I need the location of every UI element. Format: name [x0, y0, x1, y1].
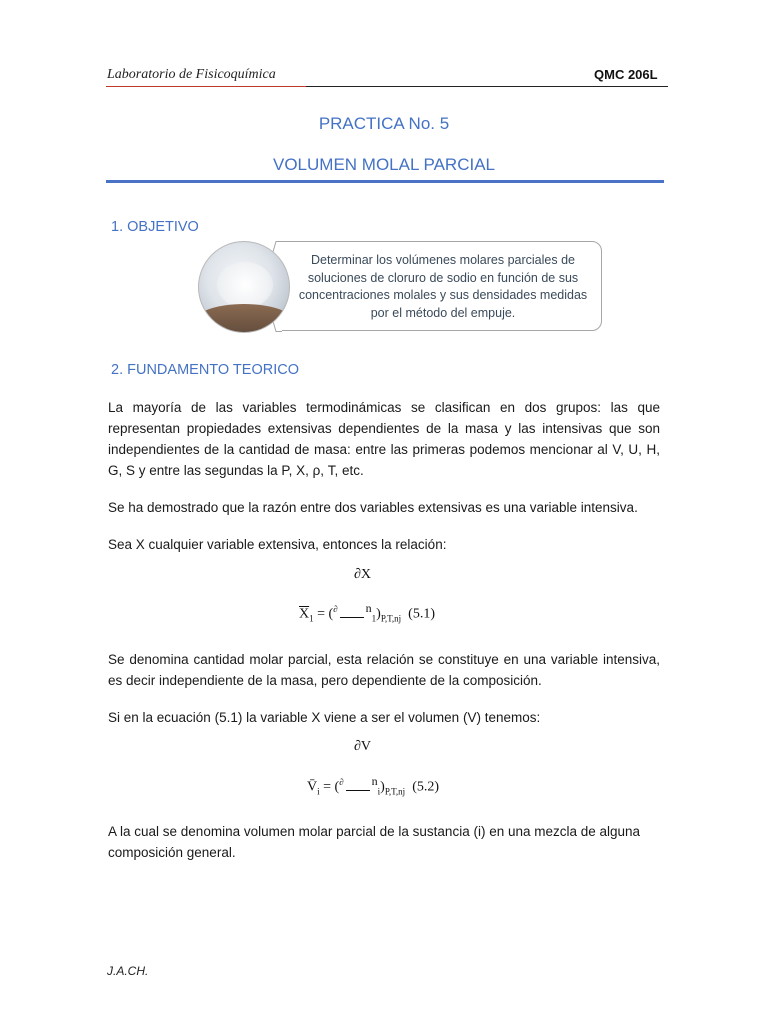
course-name: Laboratorio de Fisicoquímica [107, 67, 276, 82]
paragraph-3: Sea X cualquier variable extensiva, entonces la relación: [108, 537, 447, 552]
eq2-lhs-sub: i [317, 786, 320, 797]
eq2-fraction-bar [346, 790, 370, 791]
ground [198, 304, 290, 333]
course-code: QMC 206L [594, 67, 658, 82]
equation-5-1: $\overline{X}_1 = (^\partial$ $^n_1)_{P,T,nj}$ (5.1) [299, 601, 435, 624]
paragraph-6: A la cual se denomina volumen molar parcial de la sustancia (i) en una mezcla de alguna composición general. [108, 824, 641, 860]
equation-5-2: $V̄_i = (^\partial$ $^n_i)_{P,T,nj}$ (5.2) [307, 774, 440, 797]
paragraph-5: Si en la ecuación (5.1) la variable X viene a ser el volumen (V) tenemos: [108, 710, 541, 725]
eq1-number: (5.1) [408, 606, 435, 622]
paragraph-4: Se denomina cantidad molar parcial, esta relación se constituye en una variable intensiva, es decir independiente de la masa, pero dependiente de la composición. [108, 652, 660, 688]
eq1-numerator: ∂X [354, 567, 372, 582]
eq1-lhs-sub: 1 [309, 613, 314, 624]
eq1-n-sub: 1 [371, 613, 377, 624]
objective-text: Determinar los volúmenes molares parciales de soluciones de cloruro de sodio en función de sus concentraciones molales y sus densidades medidas por el método del empuje. [298, 253, 588, 320]
author-footer: J.A.CH. [107, 964, 149, 978]
theory-heading: 2. FUNDAMENTO TEORICO [111, 362, 299, 378]
header-rule-accent [106, 86, 306, 87]
eq1-fraction-bar [340, 617, 364, 618]
eq2-n-sub: i [377, 786, 381, 797]
eq2-lhs: V̄ [307, 779, 318, 795]
topic-title: VOLUMEN MOLAL PARCIAL [272, 155, 495, 174]
eq1-n: n [365, 601, 372, 615]
title-rule [106, 180, 664, 183]
eq1-lhs: $\overline{X}$ [299, 606, 310, 622]
eq2-number: (5.2) [412, 779, 440, 795]
objective-heading: 1. OBJETIVO [111, 219, 199, 235]
eq2-partial: ∂ [339, 777, 344, 787]
eq1-cond: P,T,nj [380, 613, 402, 624]
paragraph-1: La mayoría de las variables termodinámicas se clasifican en dos grupos: las que representan propiedades extensivas dependientes de la masa y las intensivas que son independientes de la cantidad de masa: entre las primeras podemos mencionar al V, U, H, G, S y entre las segundas la P, X, ρ, T, etc. [108, 400, 660, 478]
steam-cloud [217, 262, 273, 308]
eq2-n: n [371, 774, 378, 788]
eq2-numerator: ∂V [354, 739, 372, 754]
header-rule [306, 86, 668, 87]
eq1-partial: ∂ [333, 604, 338, 614]
paragraph-2: Se ha demostrado que la razón entre dos variables extensivas es una variable intensiva. [108, 500, 638, 515]
steam-photo [198, 241, 290, 333]
practice-title: PRACTICA No. 5 [318, 114, 450, 133]
eq2-cond: P,T,nj [384, 786, 406, 797]
